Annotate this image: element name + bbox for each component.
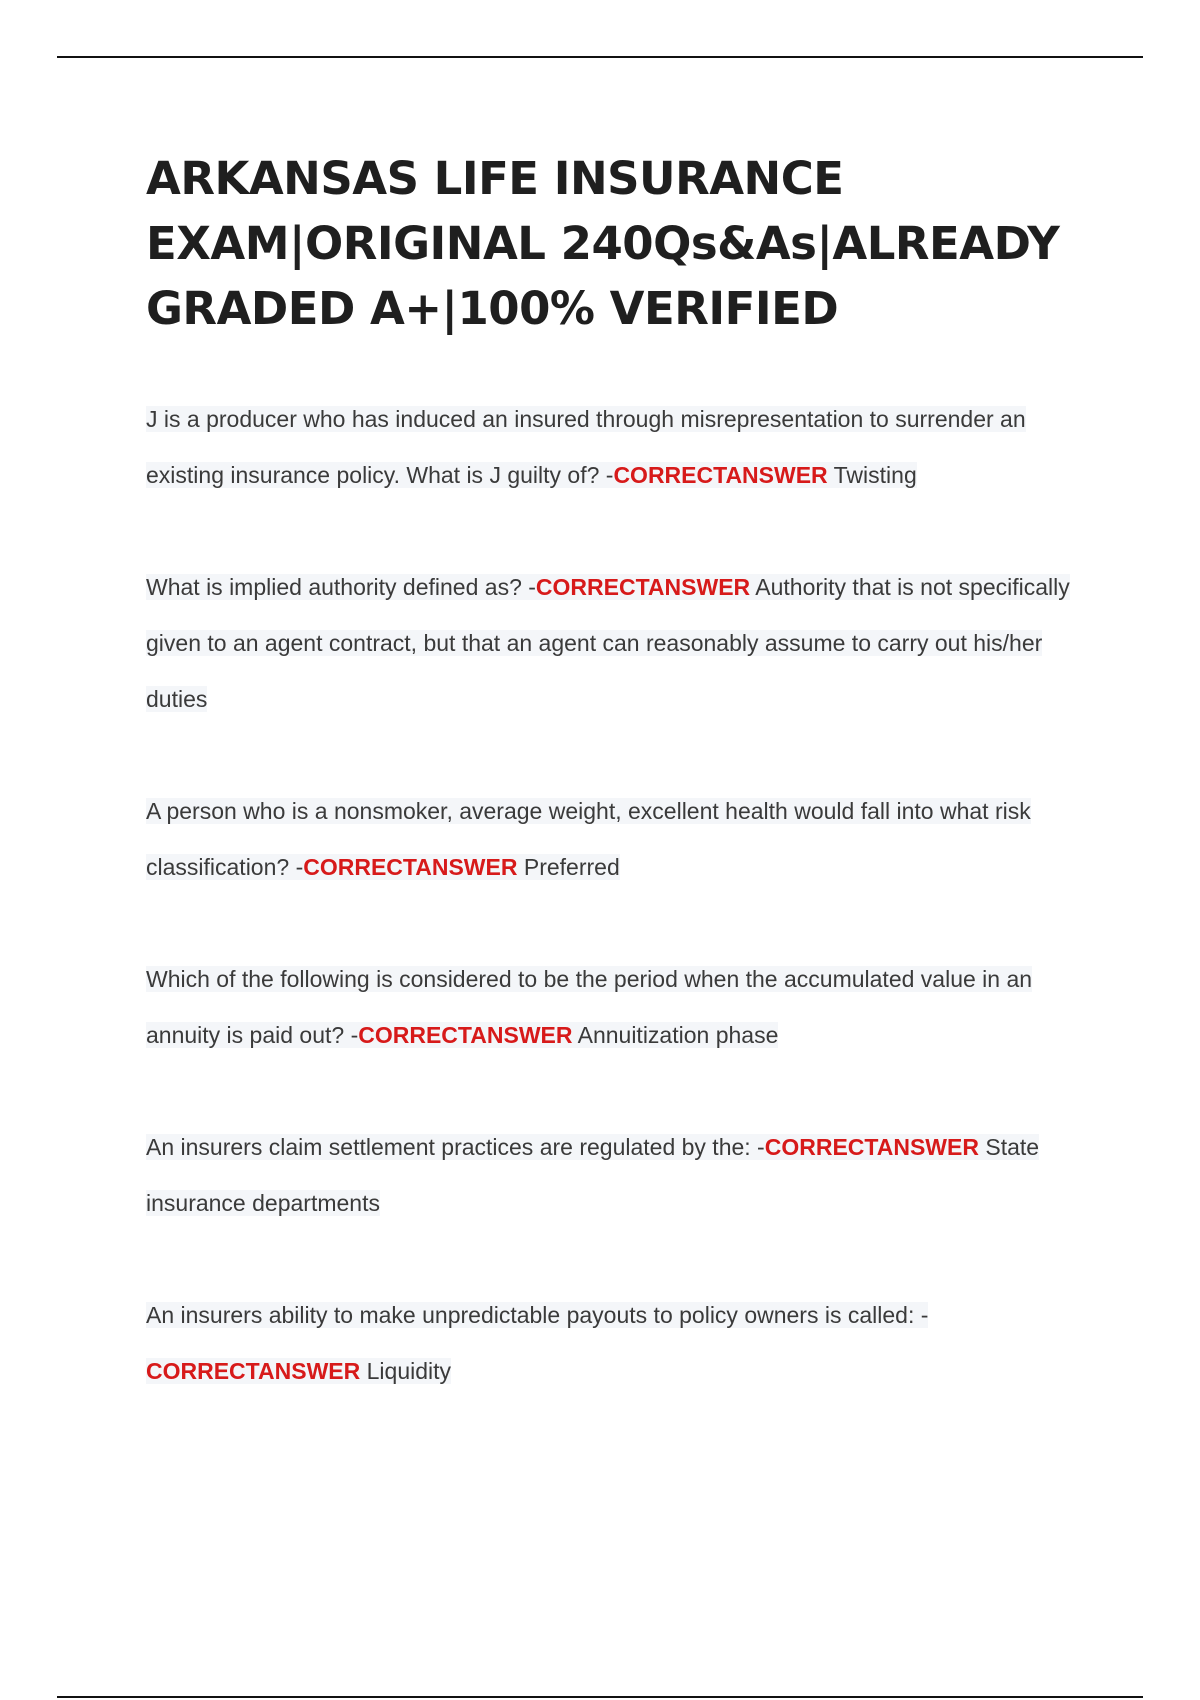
- correct-answer-marker: CORRECTANSWER: [358, 1022, 573, 1048]
- answer-text: Twisting: [827, 462, 917, 488]
- question-text: What is implied authority defined as? -: [146, 574, 536, 600]
- question-text: An insurers claim settlement practices are regulated by the: -: [146, 1134, 765, 1160]
- qa-item-5: [146, 1119, 1096, 1231]
- correct-answer-marker: CORRECTANSWER: [764, 1134, 979, 1160]
- correct-answer-marker: CORRECTANSWER: [146, 1358, 361, 1384]
- qa-item-6: [146, 1287, 1096, 1399]
- document-title: ARKANSAS LIFE INSURANCE EXAM|ORIGINAL 240Qs&As|ALREADY GRADED A+|100% VERIFIED: [146, 152, 1060, 335]
- answer-text: State insurance departments: [146, 1134, 1040, 1216]
- correct-answer-marker: CORRECTANSWER: [303, 854, 518, 880]
- document-body: [146, 146, 1096, 1455]
- answer-text: Authority that is not specifically given to an agent contract, but that an agent can reasonably assume to carry out his/her duties: [146, 574, 1070, 712]
- question-text: A person who is a nonsmoker, average weight, excellent health would fall into what risk classification? -: [146, 798, 1031, 880]
- answer-text: Preferred: [517, 854, 620, 880]
- correct-answer-marker: CORRECTANSWER: [535, 574, 751, 600]
- qa-item-2: [146, 559, 1096, 727]
- qa-item-1: [146, 391, 1096, 503]
- correct-answer-marker: CORRECTANSWER: [613, 462, 828, 488]
- qa-item-3: [146, 783, 1096, 895]
- top-rule: [57, 56, 1143, 58]
- question-text: An insurers ability to make unpredictable payouts to policy owners is called: -: [146, 1302, 929, 1328]
- question-text: Which of the following is considered to be the period when the accumulated value in an annuity is paid out? -: [146, 966, 1033, 1048]
- qa-item-4: [146, 951, 1096, 1063]
- bottom-rule: [57, 1696, 1143, 1698]
- question-text: J is a producer who has induced an insured through misrepresentation to surrender an existing insurance policy. What is J guilty of? -: [146, 406, 1026, 488]
- answer-text: Annuitization phase: [572, 1022, 779, 1048]
- qa-list: [146, 391, 1096, 1399]
- answer-text: Liquidity: [360, 1358, 452, 1384]
